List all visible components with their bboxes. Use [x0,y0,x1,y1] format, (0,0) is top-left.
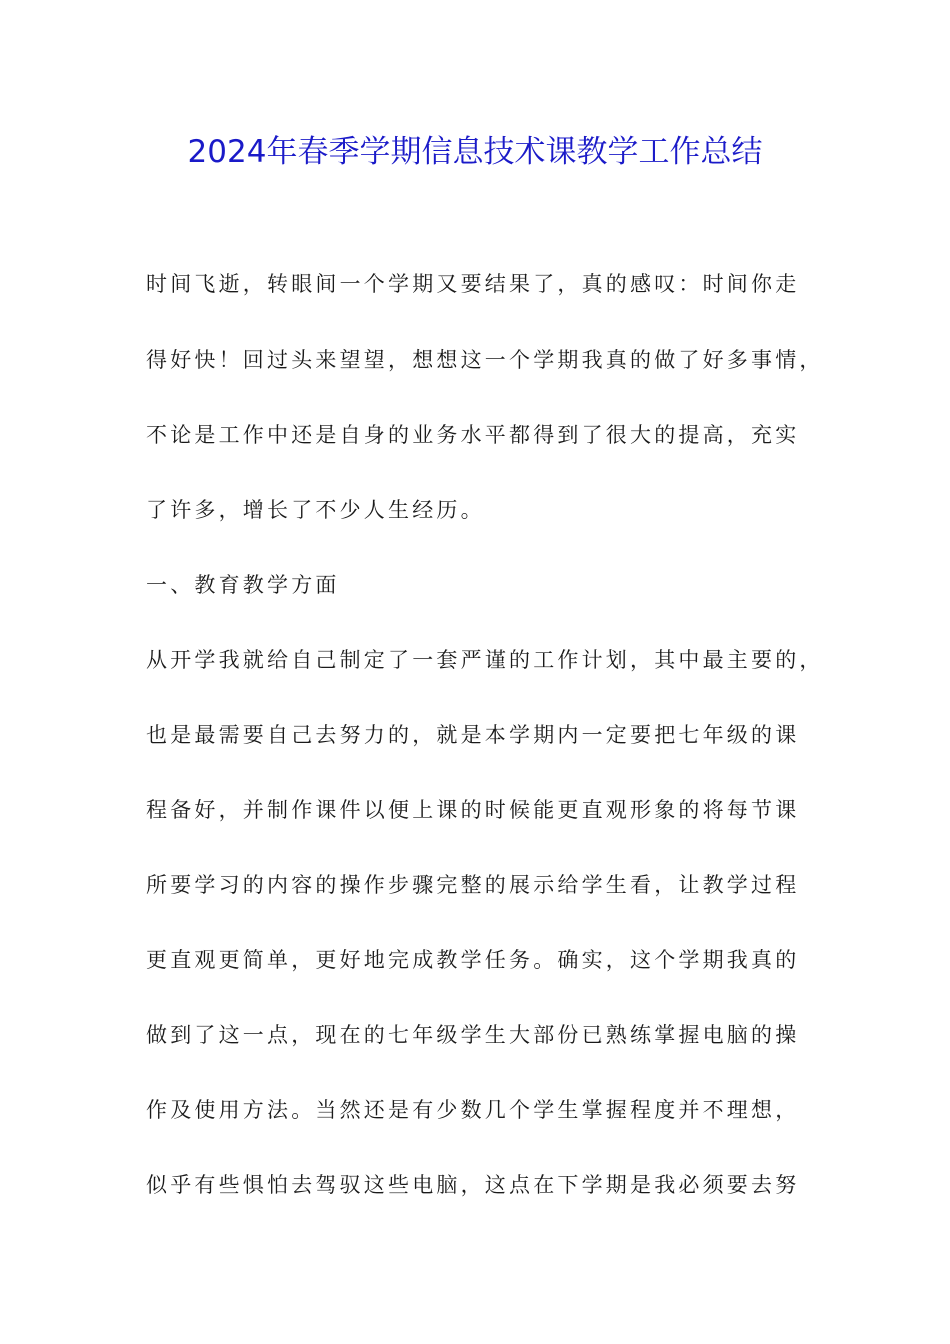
paragraph-line: 作及使用方法。当然还是有少数几个学生掌握程度并不理想， [146,1098,800,1122]
paragraph-line: 做到了这一点，现在的七年级学生大部份已熟练掌握电脑的操 [146,1023,800,1047]
paragraph-line: 也是最需要自己去努力的，就是本学期内一定要把七年级的课 [146,723,800,747]
paragraph-line: 得好快！回过头来望望，想想这一个学期我真的做了好多事情， [146,348,824,372]
paragraph-line: 程备好，并制作课件以便上课的时候能更直观形象的将每节课 [146,798,800,822]
paragraph-line: 不论是工作中还是自身的业务水平都得到了很大的提高，充实 [146,423,800,447]
paragraph-line: 更直观更简单，更好地完成教学任务。确实，这个学期我真的 [146,948,800,972]
paragraph-line: 了许多，增长了不少人生经历。 [146,498,485,522]
document-title: 2024年春季学期信息技术课教学工作总结 [187,134,763,170]
section-heading: 一、教育教学方面 [146,573,340,597]
paragraph-line: 所要学习的内容的操作步骤完整的展示给学生看，让教学过程 [146,873,800,897]
paragraph-line: 从开学我就给自己制定了一套严谨的工作计划，其中最主要的， [146,648,824,672]
paragraph-line: 时间飞逝，转眼间一个学期又要结果了，真的感叹：时间你走 [146,272,800,296]
paragraph-line: 似乎有些惧怕去驾驭这些电脑，这点在下学期是我必须要去努 [146,1173,800,1197]
